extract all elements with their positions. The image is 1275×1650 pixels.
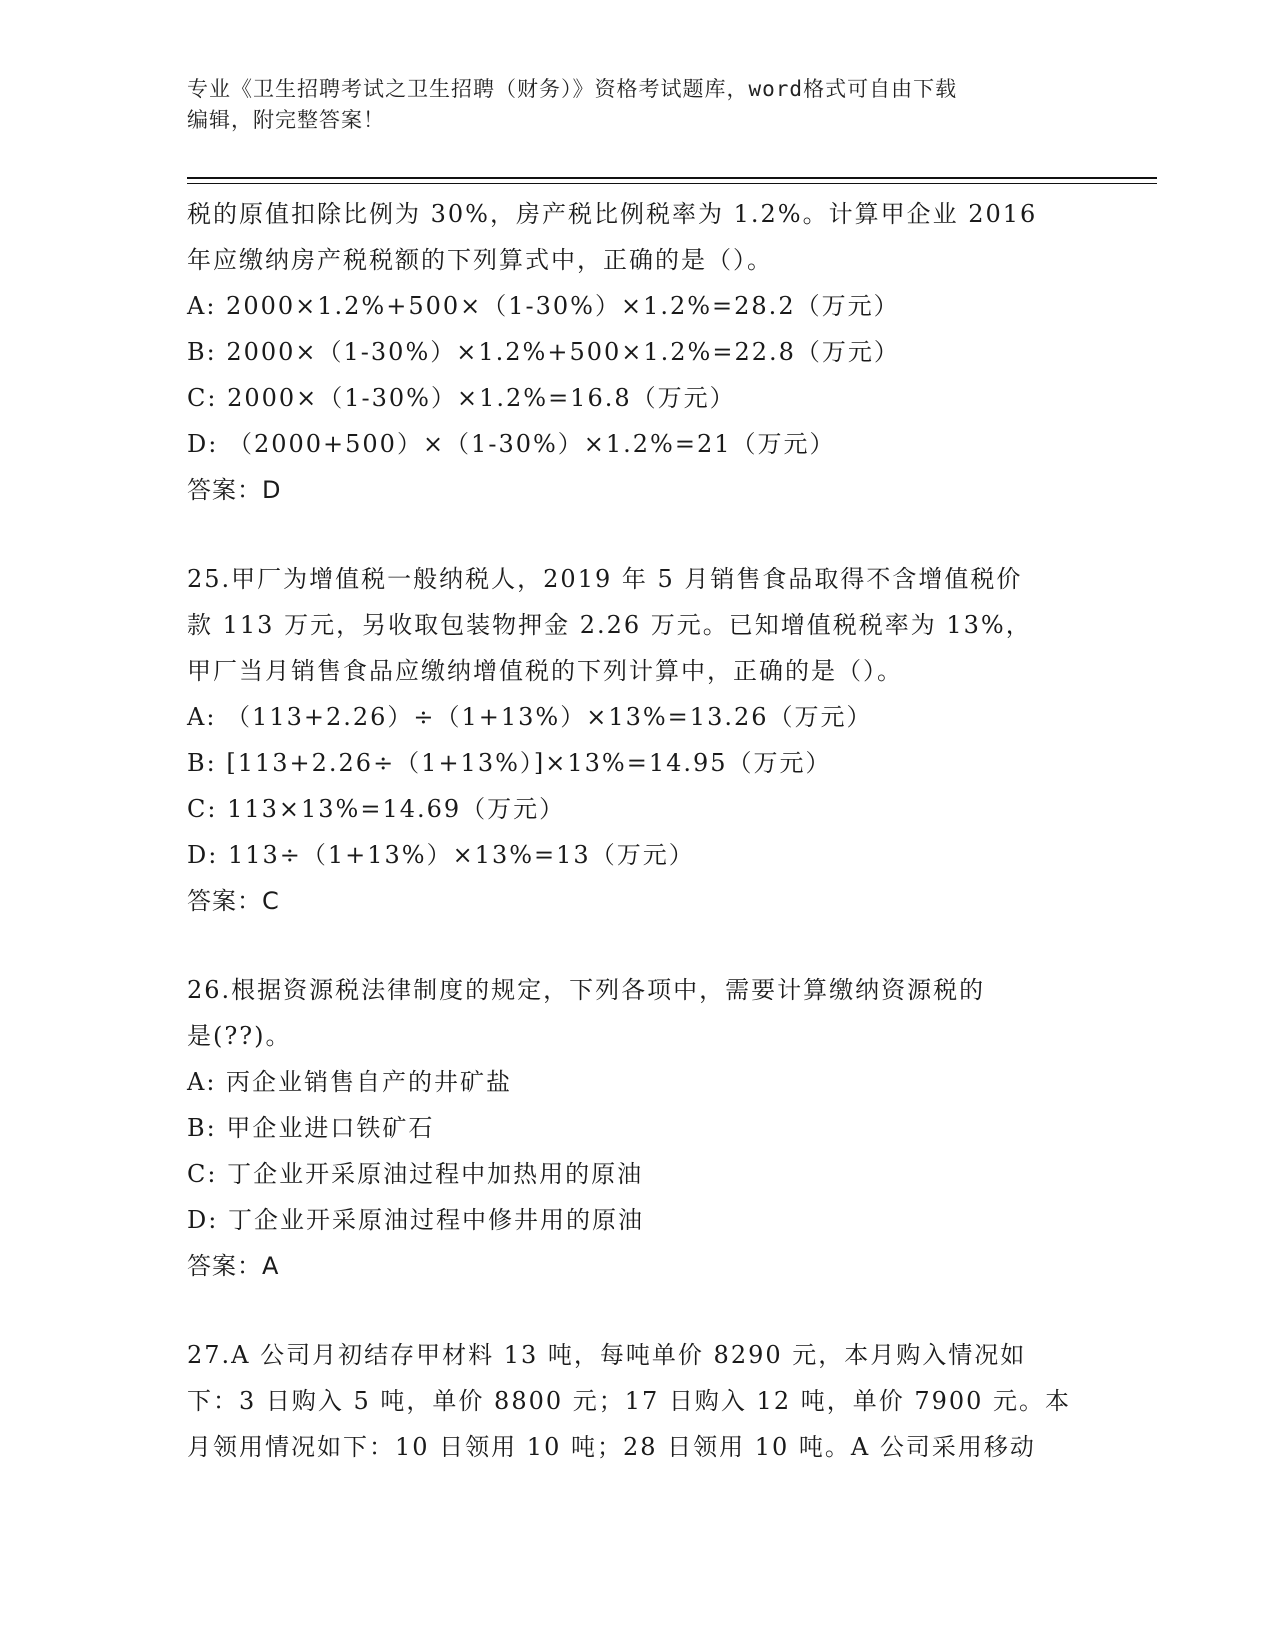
answer-line: 答案：C — [187, 887, 280, 915]
option-b: B: [113+2.26÷（1+13%）]×13%=14.95（万元） — [187, 749, 832, 777]
question-gap — [187, 1289, 1087, 1332]
question-25 — [187, 556, 1087, 924]
option-d: D: （2000+500）×（1-30%）×1.2%=21（万元） — [187, 430, 836, 458]
question-text-line: 下：3 日购入 5 吨，单价 8800 元；17 日购入 12 吨，单价 7900 元。本 — [187, 1387, 1072, 1415]
header-divider-thick — [187, 177, 1157, 179]
header-line-2: 编辑，附完整答案！ — [187, 108, 385, 132]
option-c: C: 丁企业开采原油过程中加热用的原油 — [187, 1160, 644, 1188]
document-body — [187, 191, 1087, 1470]
option-d: D: 丁企业开采原油过程中修井用的原油 — [187, 1206, 644, 1234]
option-c: C: 113×13%=14.69（万元） — [187, 795, 566, 823]
question-24 — [187, 191, 1087, 513]
header-divider-thin — [187, 183, 1157, 184]
question-text-line: 25.甲厂为增值税一般纳税人，2019 年 5 月销售食品取得不含增值税价 — [187, 565, 1023, 593]
question-text-line: 甲厂当月销售食品应缴纳增值税的下列计算中，正确的是（）。 — [187, 657, 903, 685]
header-line-1: 专业《卫生招聘考试之卫生招聘（财务）》资格考试题库，word格式可自由下载 — [187, 77, 958, 101]
document-header — [187, 74, 1087, 136]
option-a: A: 丙企业销售自产的井矿盐 — [187, 1068, 513, 1096]
option-c: C: 2000×（1-30%）×1.2%=16.8（万元） — [187, 384, 736, 412]
option-d: D: 113÷（1+13%）×13%=13（万元） — [187, 841, 695, 869]
answer-line: 答案：D — [187, 476, 282, 504]
question-text-line: 税的原值扣除比例为 30%，房产税比例税率为 1.2%。计算甲企业 2016 — [187, 200, 1038, 228]
option-a: A: 2000×1.2%+500×（1-30%）×1.2%=28.2（万元） — [187, 292, 900, 320]
question-gap — [187, 513, 1087, 556]
question-text-line: 27.A 公司月初结存甲材料 13 吨，每吨单价 8290 元，本月购入情况如 — [187, 1341, 1027, 1369]
option-b: B: 甲企业进口铁矿石 — [187, 1114, 435, 1142]
question-27 — [187, 1332, 1087, 1470]
question-text-line: 年应缴纳房产税税额的下列算式中，正确的是（）。 — [187, 246, 773, 274]
option-b: B: 2000×（1-30%）×1.2%+500×1.2%=22.8（万元） — [187, 338, 900, 366]
question-gap — [187, 924, 1087, 967]
question-text-line: 是(??)。 — [187, 1022, 292, 1050]
answer-line: 答案：A — [187, 1252, 280, 1280]
question-text-line: 26.根据资源税法律制度的规定，下列各项中，需要计算缴纳资源税的 — [187, 976, 986, 1004]
question-text-line: 月领用情况如下：10 日领用 10 吨；28 日领用 10 吨。A 公司采用移动 — [187, 1433, 1036, 1461]
option-a: A: （113+2.26）÷（1+13%）×13%=13.26（万元） — [187, 703, 873, 731]
question-26 — [187, 967, 1087, 1289]
question-text-line: 款 113 万元，另收取包装物押金 2.26 万元。已知增值税税率为 13%， — [187, 611, 1032, 639]
